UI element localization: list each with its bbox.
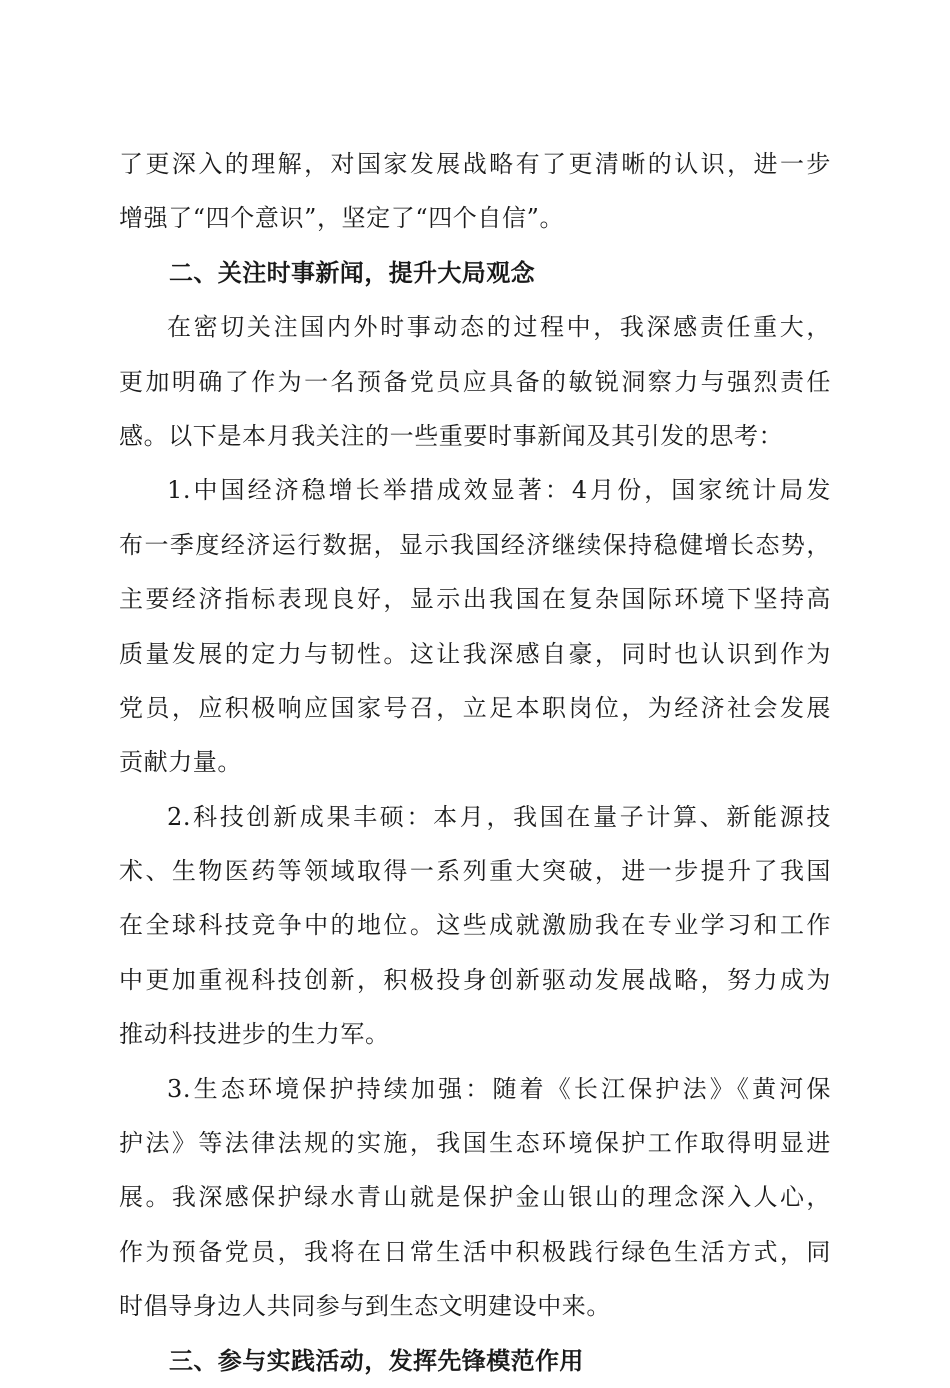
section-heading: 三、参与实践活动，发挥先锋模范作用: [169, 1346, 584, 1375]
paragraph-line: 术、生物医药等领域取得一系列重大突破，进一步提升了我国: [119, 857, 831, 886]
paragraph-line: 中更加重视科技创新，积极投身创新驱动发展战略，努力成为: [119, 965, 831, 994]
paragraph-line: 作为预备党员，我将在日常生活中积极践行绿色生活方式，同: [119, 1237, 831, 1266]
list-item-line: 2.科技创新成果丰硕：本月，我国在量子计算、新能源技: [167, 802, 831, 831]
paragraph-line: 了更深入的理解，对国家发展战略有了更清晰的认识，进一步: [119, 150, 831, 178]
paragraph-line: 贡献力量。: [119, 748, 242, 777]
paragraph-line: 在全球科技竞争中的地位。这些成就激励我在专业学习和工作: [119, 911, 831, 940]
paragraph-line: 主要经济指标表现良好，显示出我国在复杂国际环境下坚持高: [119, 585, 831, 614]
list-item-line: 1.中国经济稳增长举措成效显著：4月份，国家统计局发: [167, 476, 831, 505]
list-item-line: 3.生态环境保护持续加强：随着《长江保护法》《黄河保: [167, 1074, 831, 1103]
paragraph-line: 护法》等法律法规的实施，我国生态环境保护工作取得明显进: [119, 1129, 831, 1158]
paragraph-line: 增强了“四个意识”，坚定了“四个自信”。: [119, 204, 565, 233]
paragraph-line: 布一季度经济运行数据，显示我国经济继续保持稳健增长态势，: [119, 530, 831, 559]
paragraph-line: 在密切关注国内外时事动态的过程中，我深感责任重大，: [167, 313, 831, 342]
document-body: [119, 137, 831, 1388]
paragraph-line: 质量发展的定力与韧性。这让我深感自豪，同时也认识到作为: [119, 639, 831, 668]
paragraph-line: 推动科技进步的生力军。: [119, 1020, 390, 1049]
paragraph-line: 展。我深感保护绿水青山就是保护金山银山的理念深入人心，: [119, 1183, 831, 1212]
paragraph-line: 时倡导身边人共同参与到生态文明建设中来。: [119, 1292, 611, 1321]
paragraph-line: 党员，应积极响应国家号召，立足本职岗位，为经济社会发展: [119, 693, 831, 722]
section-heading: 二、关注时事新闻，提升大局观念: [169, 258, 535, 287]
paragraph-line: 更加明确了作为一名预备党员应具备的敏锐洞察力与强烈责任: [119, 367, 831, 396]
paragraph-line: 感。以下是本月我关注的一些重要时事新闻及其引发的思考：: [119, 421, 784, 450]
